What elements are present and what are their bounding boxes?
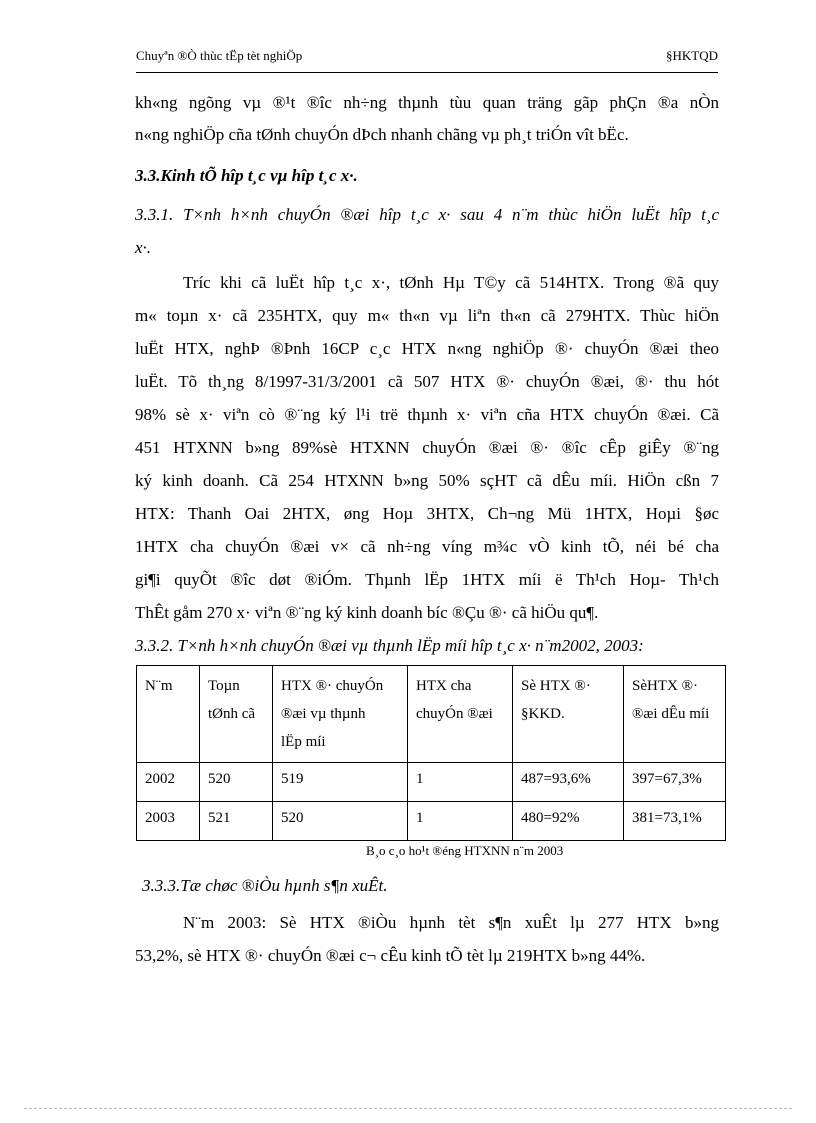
header-text: HTX cha xyxy=(416,678,472,694)
header-cell xyxy=(200,666,273,763)
text-line: 98% sè x· viªn cò ®¨ng ký l¹i trë thµnh x· viªn cña HTX chuyÓn ®æi. Cã xyxy=(135,405,719,424)
page-bottom-rule xyxy=(24,1108,792,1109)
subsection-3-title: 3.3.3.Tæ chøc ®iÒu hµnh s¶n xuÊt. xyxy=(142,876,388,895)
table-cell: 1 xyxy=(408,802,513,841)
text-line: gi¶i quyÕt ®îc døt ®iÓm. Thµnh lËp 1HTX míi ë Th¹ch Hoµ- Th¹ch xyxy=(135,570,719,589)
text-line: 1HTX cha chuyÓn ®æi v× cã nh÷ng víng m¾c vÒ kinh tÕ, néi bé cha xyxy=(135,537,719,556)
table-cell: 2003 xyxy=(137,802,200,841)
header-text: ®æi dÊu míi xyxy=(632,706,710,722)
text-line: luËt. Tõ th¸ng 8/1997-31/3/2001 cã 507 HTX ®· chuyÓn ®æi, ®· thu hót xyxy=(135,372,719,391)
header-text: ®æi vµ thµnh xyxy=(281,706,366,722)
header-text: Sè HTX ®· xyxy=(521,678,591,694)
table-cell: 381=73,1% xyxy=(624,802,726,841)
text-line: ký kinh doanh. Cã 254 HTXNN b»ng 50% sçHT cã dÊu míi. HiÖn cßn 7 xyxy=(135,471,719,490)
header-text: chuyÓn ®æi xyxy=(416,706,493,722)
header-cell xyxy=(137,666,200,763)
header-cell xyxy=(408,666,513,763)
header-text: §KKD. xyxy=(521,706,565,722)
table-cell: 520 xyxy=(200,763,273,802)
table-caption: B¸o c¸o ho¹t ®éng HTXNN n¨m 2003 xyxy=(366,843,564,858)
header-text: tØnh cã xyxy=(208,706,256,722)
header-text: HTX ®· chuyÓn xyxy=(281,678,384,694)
text-line: x·. xyxy=(135,238,152,257)
header-text: Toµn xyxy=(208,678,240,694)
table-cell: 1 xyxy=(408,763,513,802)
table-row xyxy=(137,763,726,802)
header-text: SèHTX ®· xyxy=(632,678,698,694)
text-line: 53,2%, sè HTX ®· chuyÓn ®æi c¬ cÊu kinh tÕ tèt lµ 219HTX b»ng 44%. xyxy=(135,946,646,965)
table-cell: 521 xyxy=(200,802,273,841)
table-cell: 487=93,6% xyxy=(513,763,624,802)
table-cell: 520 xyxy=(273,802,408,841)
header-cell xyxy=(513,666,624,763)
header-cell xyxy=(624,666,726,763)
text-line: Tríc khi cã luËt hîp t¸c x·, tØnh Hµ T©y cã 514HTX. Trong ®ã quy xyxy=(183,273,719,292)
text-line: m« toµn x· cã 235HTX, quy m« th«n vµ liªn th«n cã 279HTX. Thùc hiÖn xyxy=(135,306,719,325)
header-text: lËp míi xyxy=(281,734,326,750)
subsection-2-title: 3.3.2. T×nh h×nh chuyÓn ®æi vµ thµnh lËp míi hîp t¸c x· n¨m2002, 2003: xyxy=(135,636,644,655)
text-line: 451 HTXNN b»ng 89%sè HTXNN chuyÓn ®æi ®· ®îc cÊp giÊy ®¨ng xyxy=(135,438,719,457)
table-cell: 480=92% xyxy=(513,802,624,841)
htx-table xyxy=(136,665,726,841)
text-line: N¨m 2003: Sè HTX ®iÒu hµnh tèt s¶n xuÊt lµ 277 HTX b»ng xyxy=(183,913,719,932)
table-cell: 2002 xyxy=(137,763,200,802)
section-heading: 3.3.Kinh tÕ hîp t¸c vµ hîp t¸c x·. xyxy=(135,166,358,185)
table-header-row xyxy=(137,666,726,763)
text-line: kh«ng ngõng vµ ®¹t ®îc nh÷ng thµnh tùu quan träng gãp phÇn ®a nÒn xyxy=(135,93,719,112)
text-line: n«ng nghiÖp cña tØnh chuyÓn dÞch nhanh chãng vµ ph¸t triÓn vît bËc. xyxy=(135,125,629,144)
text-line: luËt HTX, nghÞ ®Þnh 16CP c¸c HTX n«ng nghiÖp ®· chuyÓn ®æi theo xyxy=(135,339,719,358)
table-row xyxy=(137,802,726,841)
header-cell xyxy=(273,666,408,763)
header-left-title: Chuyªn ®Ò thùc tËp tèt nghiÖp xyxy=(136,48,303,63)
text-line: ThÊt gåm 270 x· viªn ®¨ng ký kinh doanh bíc ®Çu ®· cã hiÖu qu¶. xyxy=(135,603,599,622)
text-line: 3.3.1. T×nh h×nh chuyÓn ®æi hîp t¸c x· sau 4 n¨m thùc hiÖn luËt hîp t¸c xyxy=(135,205,719,224)
header-rule xyxy=(136,72,718,73)
text-line: HTX: Thanh Oai 2HTX, øng Hoµ 3HTX, Ch¬ng Mü 1HTX, Hoµi §øc xyxy=(135,504,719,523)
table-cell: 519 xyxy=(273,763,408,802)
table-cell: 397=67,3% xyxy=(624,763,726,802)
header-text: N¨m xyxy=(145,678,173,694)
header-right-title: §HKTQD xyxy=(666,48,718,63)
